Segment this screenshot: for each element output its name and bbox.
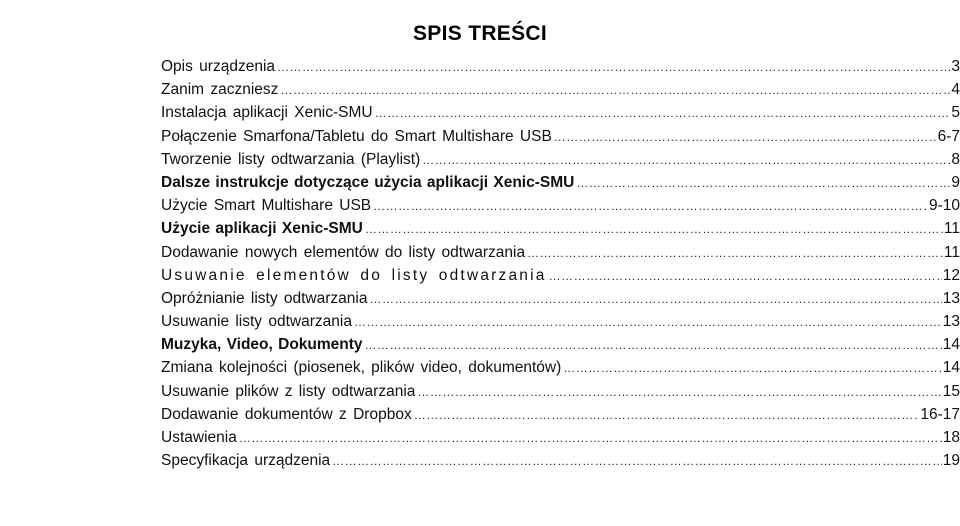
toc-entry-creating-playlist[interactable] — [161, 148, 960, 171]
toc-entry-using-multishare[interactable] — [161, 194, 960, 217]
toc-entry-page: 12 — [942, 266, 960, 284]
dot-leader — [527, 242, 943, 265]
toc-entry-label: Dodawanie nowych elementów do listy odtwarzania — [161, 243, 526, 261]
toc-entry-page: 16-17 — [920, 405, 960, 423]
toc-entry-label: Usuwanie elementów do listy odtwarzania — [161, 266, 547, 284]
dot-leader — [239, 427, 942, 450]
dot-leader — [554, 126, 937, 149]
toc-entry-page: 11 — [943, 220, 960, 238]
toc-entry-label: Zmiana kolejności (piosenek, plików video, dokumentów) — [161, 359, 562, 377]
dot-leader — [365, 334, 942, 357]
toc-entry-label: Dodawanie dokumentów z Dropbox — [161, 405, 412, 423]
toc-entry-settings[interactable] — [161, 426, 960, 449]
dot-leader — [414, 404, 920, 427]
toc-entry-app-installation[interactable] — [161, 101, 960, 124]
toc-entry-label: Ustawienia — [161, 429, 237, 446]
toc-entry-changing-order[interactable] — [161, 356, 960, 379]
dot-leader — [417, 381, 941, 404]
dot-leader — [563, 357, 941, 380]
toc-entry-label: Instalacja aplikacji Xenic-SMU — [161, 104, 373, 122]
toc-entry-label: Specyfikacja urządzenia — [161, 452, 331, 470]
dot-leader — [422, 149, 950, 172]
toc-entry-label: Tworzenie listy odtwarzania (Playlist) — [161, 150, 421, 168]
toc-entry-connecting-device[interactable] — [161, 125, 960, 148]
toc-entry-clearing-playlist[interactable] — [161, 287, 960, 310]
dot-leader — [576, 172, 950, 195]
toc-entry-removing-items[interactable] — [161, 264, 960, 287]
toc-entry-adding-items[interactable] — [161, 241, 960, 264]
toc-entry-device-description[interactable] — [161, 55, 960, 78]
toc-entry-page: 9 — [951, 173, 960, 191]
toc-entry-page: 8 — [951, 150, 960, 168]
toc-entry-label: Usuwanie listy odtwarzania — [161, 313, 352, 331]
toc-entry-label: Opis urządzenia — [161, 58, 276, 75]
toc-entry-further-instructions[interactable] — [161, 171, 960, 194]
toc-entry-before-you-start[interactable] — [161, 78, 960, 101]
toc-entry-page: 14 — [942, 336, 960, 354]
toc-entry-page: 3 — [951, 58, 960, 75]
toc-entry-label: Użycie Smart Multishare USB — [161, 197, 372, 215]
dot-leader — [375, 102, 951, 125]
toc-entry-label: Dalsze instrukcje dotyczące użycia aplikacji Xenic-SMU — [161, 173, 575, 191]
toc-entry-using-app[interactable] — [161, 217, 960, 240]
dot-leader — [280, 79, 950, 102]
dot-leader — [354, 311, 942, 334]
toc-entry-label: Muzyka, Video, Dokumenty — [161, 336, 363, 354]
toc-entry-page: 14 — [942, 359, 960, 377]
toc-entry-specifications[interactable] — [161, 449, 960, 472]
toc-entry-page: 4 — [951, 81, 960, 99]
toc-entry-label: Zanim zaczniesz — [161, 81, 279, 99]
toc-entry-label: Połączenie Smarfona/Tabletu do Smart Multishare USB — [161, 127, 552, 145]
table-of-contents — [161, 55, 960, 472]
toc-entry-page: 13 — [942, 313, 960, 331]
dot-leader — [332, 450, 942, 473]
toc-entry-deleting-playlist[interactable] — [161, 310, 960, 333]
toc-entry-label: Opróżnianie listy odtwarzania — [161, 289, 368, 307]
toc-entry-page: 9-10 — [928, 197, 960, 215]
toc-entry-music-video-documents[interactable] — [161, 333, 960, 356]
page-title: SPIS TREŚCI — [413, 22, 547, 46]
toc-entry-page: 13 — [942, 289, 960, 307]
toc-entry-page: 6-7 — [937, 127, 960, 145]
toc-entry-page: 18 — [942, 429, 960, 446]
dot-leader — [365, 218, 943, 241]
toc-entry-page: 5 — [951, 104, 960, 122]
toc-entry-page: 11 — [943, 243, 960, 261]
toc-entry-label: Usuwanie plików z listy odtwarzania — [161, 382, 416, 400]
toc-entry-page: 19 — [942, 452, 960, 470]
dot-leader — [277, 56, 950, 79]
toc-entry-removing-files[interactable] — [161, 380, 960, 403]
dot-leader — [373, 195, 928, 218]
toc-entry-label: Użycie aplikacji Xenic-SMU — [161, 220, 363, 238]
dot-leader — [369, 288, 941, 311]
toc-entry-dropbox-documents[interactable] — [161, 403, 960, 426]
dot-leader — [549, 265, 942, 288]
toc-entry-page: 15 — [942, 382, 960, 400]
